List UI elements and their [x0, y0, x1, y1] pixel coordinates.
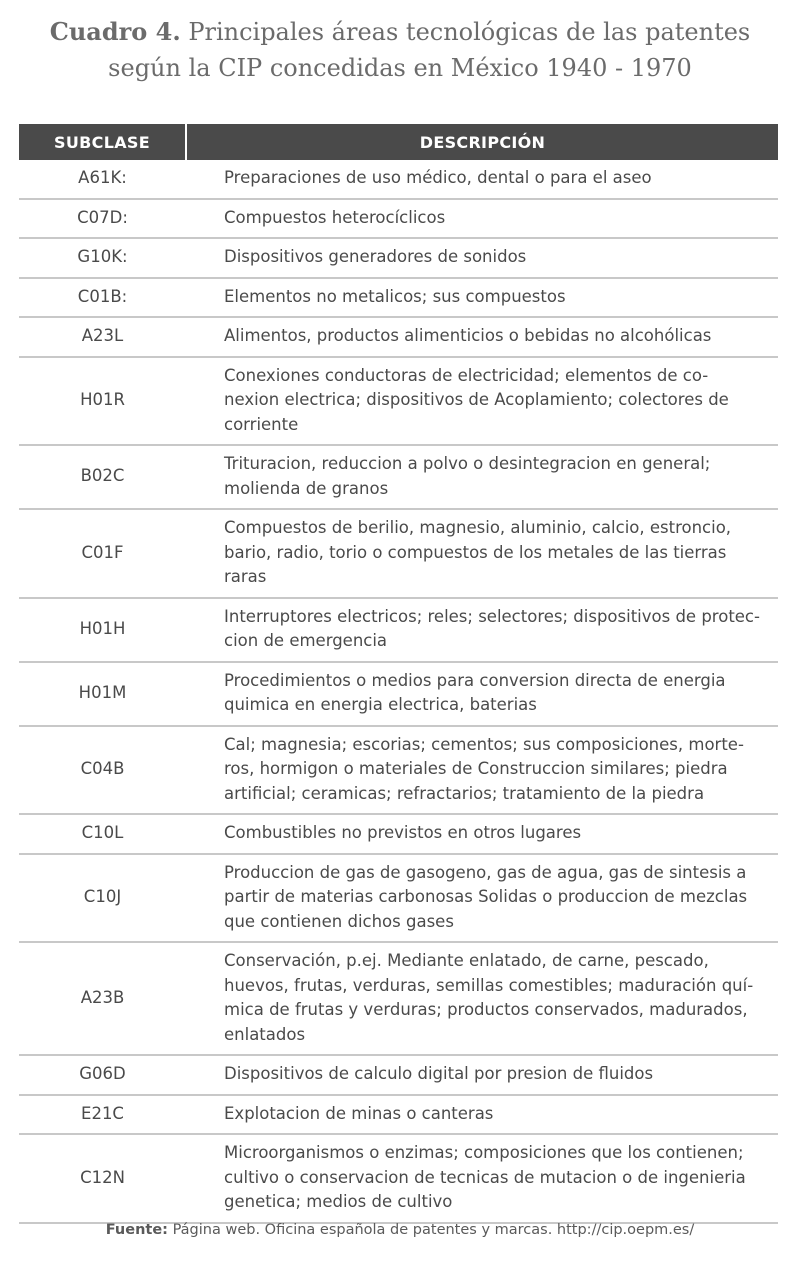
- descripcion-line: Procedimientos o medios para conversion directa de energia: [224, 670, 726, 690]
- subclase-cell: C04B: [19, 726, 186, 815]
- header-descripcion: DESCRIPCIÓN: [186, 124, 778, 160]
- descripcion-cell: [186, 726, 778, 815]
- descripcion-line: Conexiones conductoras de electricidad; elementos de co-: [224, 365, 709, 385]
- subclase-cell: A61K:: [19, 160, 186, 199]
- table-body: [19, 160, 778, 1223]
- descripcion-line: bario, radio, torio o compuestos de los metales de las tierras raras: [224, 542, 727, 586]
- descripcion-line: huevos, frutas, verduras, semillas comestibles; maduración quí-: [224, 975, 754, 995]
- descripcion-line: Cal; magnesia; escorias; cementos; sus composiciones, morte-: [224, 734, 744, 754]
- descripcion-line: corriente: [224, 414, 299, 434]
- descripcion-line: Interruptores electricos; reles; selectores; dispositivos de protec-: [224, 606, 760, 626]
- descripcion-cell: [186, 1095, 778, 1135]
- table-row: [19, 1134, 778, 1223]
- descripcion-cell: [186, 238, 778, 278]
- source-note: [0, 1222, 800, 1238]
- table-row: [19, 509, 778, 598]
- subclase-cell: H01R: [19, 357, 186, 446]
- title-line-1: [0, 14, 800, 50]
- descripcion-line: quimica en energia electrica, baterias: [224, 695, 537, 714]
- descripcion-cell: [186, 160, 778, 199]
- descripcion-cell: [186, 278, 778, 318]
- descripcion-line: Microorganismos o enzimas; composiciones que los contienen;: [224, 1143, 744, 1162]
- source-text: Página web. Oficina española de patentes y marcas. http://cip.oepm.es/: [167, 1222, 695, 1238]
- table-row: [19, 445, 778, 509]
- descripcion-line: enlatados: [224, 1024, 306, 1044]
- title-text-1: Principales áreas tecnológicas de las patentes: [180, 18, 751, 46]
- table-row: [19, 199, 778, 239]
- table-row: [19, 814, 778, 854]
- descripcion-cell: [186, 509, 778, 598]
- table-row: [19, 357, 778, 446]
- descripcion-cell: [186, 1134, 778, 1223]
- subclase-cell: C10L: [19, 814, 186, 854]
- descripcion-line: Dispositivos de calculo digital por presion de fluidos: [224, 1064, 654, 1083]
- subclase-cell: C12N: [19, 1134, 186, 1223]
- subclase-cell: E21C: [19, 1095, 186, 1135]
- patents-table: [19, 124, 778, 1224]
- descripcion-line: Dispositivos generadores de sonidos: [224, 247, 527, 266]
- table-row: [19, 238, 778, 278]
- descripcion-line: molienda de granos: [224, 478, 389, 498]
- descripcion-line: cultivo o conservacion de tecnicas de mutacion o de ingenieria: [224, 1167, 746, 1187]
- table-header-row: [19, 124, 778, 160]
- descripcion-line: Combustibles no previstos en otros lugares: [224, 823, 582, 842]
- descripcion-cell: [186, 357, 778, 446]
- table-row: [19, 160, 778, 199]
- table-row: [19, 317, 778, 357]
- descripcion-cell: [186, 814, 778, 854]
- subclase-cell: C01F: [19, 509, 186, 598]
- descripcion-line: Conservación, p.ej. Mediante enlatado, de carne, pescado,: [224, 951, 709, 970]
- descripcion-line: que contienen dichos gases: [224, 911, 454, 931]
- descripcion-line: Alimentos, productos alimenticios o bebidas no alcohólicas: [224, 326, 712, 345]
- descripcion-line: Trituracion, reduccion a polvo o desintegracion en general;: [224, 454, 711, 473]
- descripcion-cell: [186, 317, 778, 357]
- descripcion-line: cion de emergencia: [224, 631, 388, 650]
- descripcion-line: artificial; ceramicas; refractarios; tratamiento de la piedra: [224, 783, 705, 803]
- subclase-cell: C07D:: [19, 199, 186, 239]
- descripcion-line: mica de frutas y verduras; productos conservados, madurados,: [224, 1000, 748, 1019]
- table-row: [19, 854, 778, 943]
- table-row: [19, 726, 778, 815]
- table-row: [19, 942, 778, 1055]
- subclase-cell: B02C: [19, 445, 186, 509]
- descripcion-line: Compuestos de berilio, magnesio, aluminio, calcio, estroncio,: [224, 518, 732, 537]
- table-row: [19, 598, 778, 662]
- subclase-cell: A23B: [19, 942, 186, 1055]
- title-line-2: según la CIP concedidas en México 1940 - 1970: [108, 54, 692, 82]
- subclase-cell: A23L: [19, 317, 186, 357]
- descripcion-cell: [186, 942, 778, 1055]
- descripcion-line: ros, hormigon o materiales de Construccion similares; piedra: [224, 759, 728, 778]
- subclase-cell: G06D: [19, 1055, 186, 1095]
- subclase-cell: C01B:: [19, 278, 186, 318]
- subclase-cell: H01H: [19, 598, 186, 662]
- table-row: [19, 278, 778, 318]
- source-label: Fuente:: [105, 1222, 168, 1238]
- descripcion-line: nexion electrica; dispositivos de Acoplamiento; colectores de: [224, 390, 729, 409]
- table-row: [19, 662, 778, 726]
- descripcion-line: partir de materias carbonosas Solidas o produccion de mezclas: [224, 887, 748, 906]
- descripcion-cell: [186, 854, 778, 943]
- subclase-cell: G10K:: [19, 238, 186, 278]
- header-subclase: SUBCLASE: [19, 124, 186, 160]
- descripcion-cell: [186, 598, 778, 662]
- descripcion-line: Compuestos heterocíclicos: [224, 207, 446, 227]
- descripcion-cell: [186, 445, 778, 509]
- descripcion-cell: [186, 199, 778, 239]
- descripcion-line: Produccion de gas de gasogeno, gas de agua, gas de sintesis a: [224, 862, 747, 882]
- descripcion-line: Elementos no metalicos; sus compuestos: [224, 286, 566, 306]
- subclase-cell: H01M: [19, 662, 186, 726]
- descripcion-line: Preparaciones de uso médico, dental o para el aseo: [224, 168, 652, 187]
- table-title: [0, 14, 800, 86]
- title-label: Cuadro 4.: [49, 17, 181, 46]
- subclase-cell: C10J: [19, 854, 186, 943]
- table-row: [19, 1055, 778, 1095]
- table-row: [19, 1095, 778, 1135]
- descripcion-cell: [186, 1055, 778, 1095]
- descripcion-cell: [186, 662, 778, 726]
- descripcion-line: genetica; medios de cultivo: [224, 1192, 453, 1211]
- descripcion-line: Explotacion de minas o canteras: [224, 1103, 494, 1123]
